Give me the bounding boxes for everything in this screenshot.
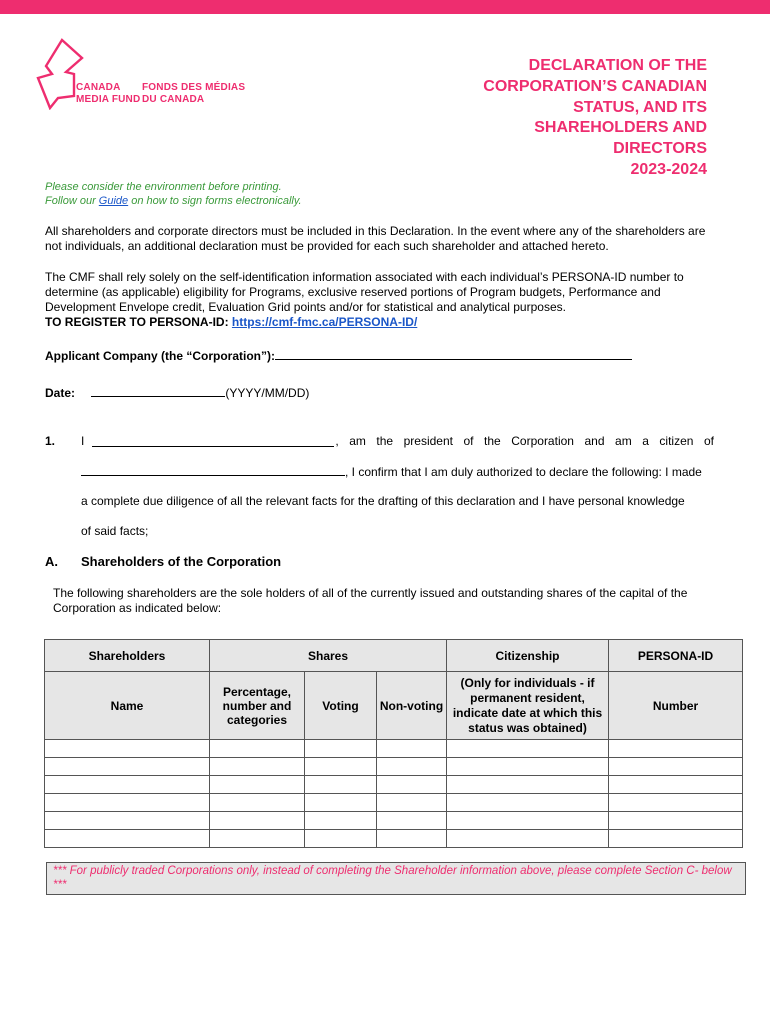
applicant-company-field <box>45 347 632 364</box>
date-label: Date: <box>45 386 76 400</box>
clause-1-line-3: a complete due diligence of all the relevant facts for the drafting of this declaration and I have personal knowledge <box>81 494 685 508</box>
table-row <box>45 776 743 794</box>
header-citizenship: Citizenship <box>447 640 609 672</box>
header-persona-id: PERSONA-ID <box>609 640 743 672</box>
table-row <box>45 794 743 812</box>
table-row <box>45 758 743 776</box>
shareholders-table <box>44 639 743 848</box>
logo-text-fr: FONDS DES MÉDIAS DU CANADA <box>142 82 246 105</box>
date-input[interactable] <box>91 384 225 397</box>
table-row <box>45 740 743 758</box>
table-row <box>45 812 743 830</box>
clause-1-line-1: I , am the president of the Corporation and am a citizen of <box>81 434 714 448</box>
clause-1-line-4: of said facts; <box>81 524 149 538</box>
citizenship-country-input[interactable] <box>81 463 345 476</box>
top-accent-bar <box>0 0 770 14</box>
guide-link[interactable]: Guide <box>98 195 129 207</box>
date-format-hint: (YYYY/MM/DD) <box>225 386 310 400</box>
logo-text-en: CANADA MEDIA FUND <box>76 82 141 105</box>
president-name-input[interactable] <box>92 434 334 447</box>
applicant-company-label: Applicant Company (the “Corporation”): <box>45 349 275 363</box>
applicant-company-input[interactable] <box>275 347 632 360</box>
page-title: DECLARATION OF THE CORPORATION’S CANADIAN STATUS, AND ITS SHAREHOLDERS AND DIRECTORS 2023-2024 <box>483 57 707 178</box>
persona-id-link[interactable]: https://cmf-fmc.ca/PERSONA-ID/ <box>231 315 418 329</box>
section-a-heading: A. Shareholders of the Corporation <box>45 554 282 569</box>
clause-1-line-2: , I confirm that I am duly authorized to declare the following: I made <box>81 463 702 480</box>
header-voting: Voting <box>305 672 377 740</box>
section-a-description: The following shareholders are the sole holders of all of the currently issued and outstanding shares of the capital of the Corporation as indicated below: <box>53 586 688 615</box>
header-shares: Shares <box>210 640 447 672</box>
header-citizenship-note: (Only for individuals - if permanent resident, indicate date at which this status was obtained) <box>447 672 609 740</box>
table-row <box>45 830 743 848</box>
intro-paragraph-2: The CMF shall rely solely on the self-identification information associated with each individual’s PERSONA-ID number to determine (as applicable) eligibility for Programs, exclusive reserved portions of Program budgets, Performance and Development Envelope credit, Evaluation Grid points and/or for statistical and analytical purposes. TO REGISTER TO PERSONA-ID: https://cmf-fmc.ca/PERSONA-ID/ <box>45 270 684 329</box>
publicly-traded-notice: *** For publicly traded Corporations only, instead of completing the Shareholder information above, please complete Section C- below *** <box>46 862 746 895</box>
intro-paragraph-1: All shareholders and corporate directors must be included in this Declaration. In the event where any of the shareholders are not individuals, an additional declaration must be provided for each such shareholder and attached hereto. <box>45 224 706 253</box>
environment-note: Please consider the environment before printing. Follow our Guide on how to sign forms electronically. <box>45 181 302 207</box>
cmf-logo <box>36 38 246 110</box>
header-shareholders: Shareholders <box>45 640 210 672</box>
header-number: Number <box>609 672 743 740</box>
date-field <box>45 384 309 401</box>
header-non-voting: Non-voting <box>377 672 447 740</box>
clause-1-number: 1. <box>45 434 56 448</box>
header-name: Name <box>45 672 210 740</box>
header-percentage: Percentage, number and categories <box>210 672 305 740</box>
